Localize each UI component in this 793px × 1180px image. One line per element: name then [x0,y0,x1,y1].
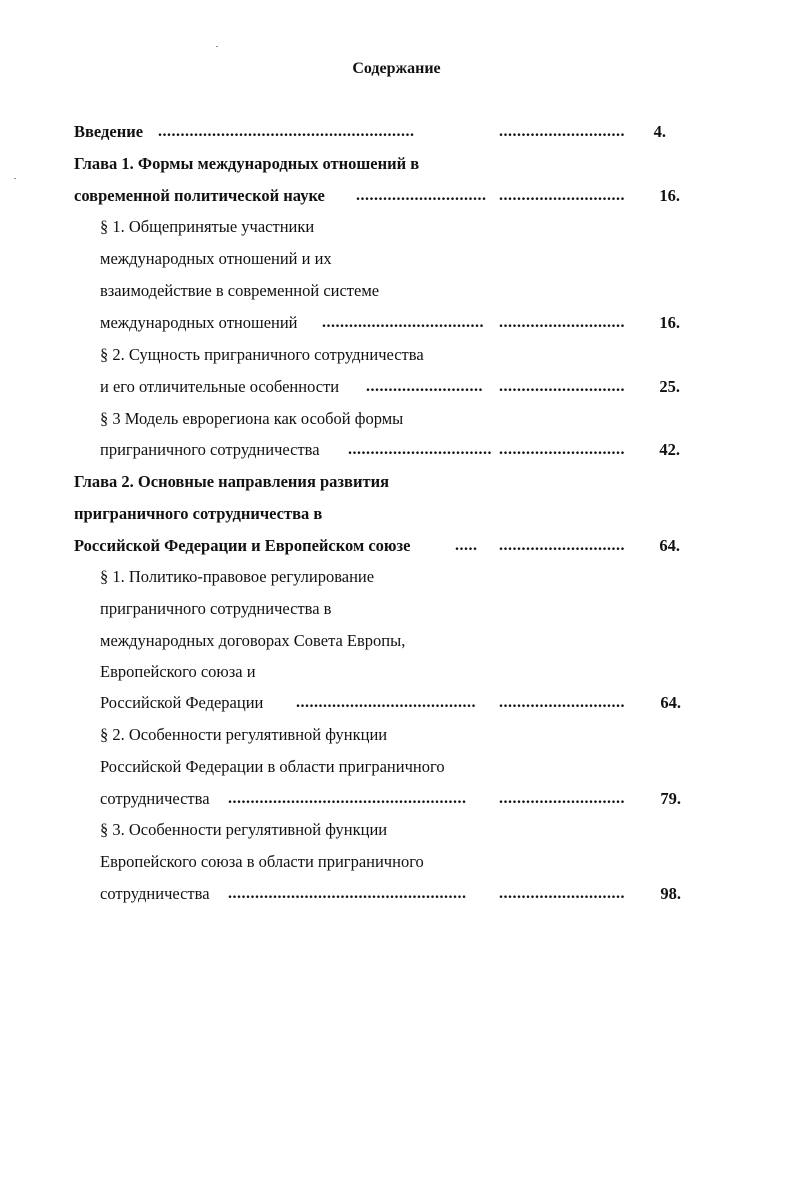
toc-entry-introduction: Введение [74,122,144,141]
toc-entry-section-2-2: Российской Федерации в области приграничного [100,757,445,776]
leader-dots: ............................ [499,885,625,902]
toc-entry-chapter-1: современной политической науке [74,186,325,205]
leader-dots: ............................. [356,187,487,204]
leader-dots: ........................................ [296,694,476,711]
leader-dots: ..................................................... [228,790,467,807]
page-number: 25. [659,377,680,396]
scan-speck [14,178,16,179]
toc-entry-chapter-2: Российской Федерации и Европейском союзе [74,536,411,555]
toc-entry-chapter-1: Глава 1. Формы международных отношений в [74,154,420,173]
toc-entry-section-1-1: взаимодействие в современной системе [100,281,380,300]
toc-entry-section-2-1: § 1. Политико-правовое регулирование [100,567,375,586]
toc-entry-section-1-1: международных отношений и их [100,249,332,268]
toc-entry-section-2-3: § 3. Особенности регулятивной функции [100,820,388,839]
toc-entry-section-2-1: международных договорах Совета Европы, [100,631,406,650]
leader-dots: ............................ [499,694,625,711]
page-number: 16. [659,186,680,205]
leader-dots: ......................................................... [158,123,415,140]
leader-dots: ..... [455,537,478,554]
leader-dots: ................................ [348,441,492,458]
leader-dots: ............................ [499,378,625,395]
toc-entry-section-2-1: Европейского союза и [100,662,256,681]
page-number: 64. [660,693,681,712]
toc-entry-section-1-3: приграничного сотрудничества [100,440,320,459]
page-title: Содержание [352,60,441,77]
toc-entry-chapter-2: Глава 2. Основные направления развития [74,472,390,491]
page-number: 98. [660,884,681,903]
toc-entry-section-2-3: сотрудничества [100,884,210,903]
page-number: 4. [653,122,666,141]
page-number: 16. [659,313,680,332]
toc-entry-section-2-3: Европейского союза в области приграничного [100,852,424,871]
page-number: 79. [660,789,681,808]
leader-dots: ............................ [499,314,625,331]
toc-entry-section-1-3: § 3 Модель еврорегиона как особой формы [100,409,404,428]
toc-entry-section-2-1: Российской Федерации [100,693,264,712]
leader-dots: ............................ [499,123,625,140]
leader-dots: ............................ [499,187,625,204]
leader-dots: ..................................................... [228,885,467,902]
toc-entry-section-2-1: приграничного сотрудничества в [100,599,332,618]
leader-dots: ............................ [499,537,625,554]
leader-dots: .......................... [366,378,483,395]
page-number: 42. [659,440,680,459]
page-number: 64. [659,536,680,555]
scan-speck [216,46,218,47]
leader-dots: .................................... [322,314,484,331]
leader-dots: ............................ [499,441,625,458]
toc-entry-section-1-2: § 2. Сущность приграничного сотрудничества [100,345,424,364]
toc-entry-section-2-2: сотрудничества [100,789,210,808]
toc-entry-section-1-1: международных отношений [100,313,298,332]
toc-entry-section-2-2: § 2. Особенности регулятивной функции [100,725,388,744]
toc-entry-section-1-1: § 1. Общепринятые участники [100,217,315,236]
toc-entry-section-1-2: и его отличительные особенности [100,377,340,396]
leader-dots: ............................ [499,790,625,807]
toc-entry-chapter-2: приграничного сотрудничества в [74,504,323,523]
